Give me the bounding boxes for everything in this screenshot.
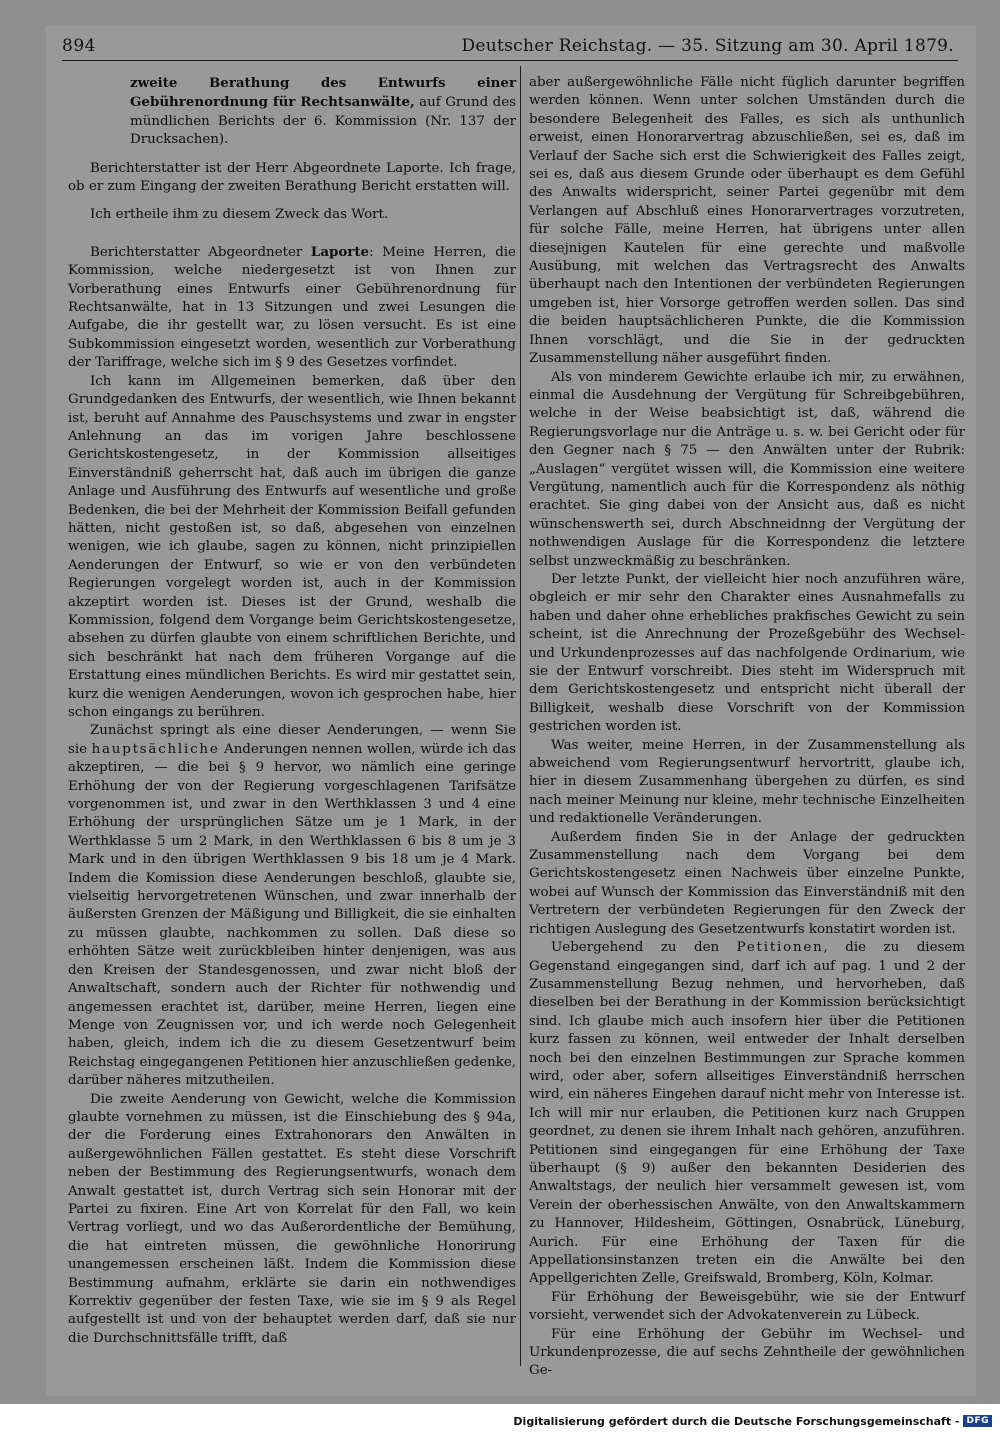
paragraph-text: : Meine Herren, die Kommission, welche niedergesetzt ist von Ihnen zur Vorberathung eines Entwurfs einer Gebührenordnung für Rechtsanwälte, hat in 13 Sitzungen und zwei Lesungen die Aufgabe, die ihr gestellt war, zu lösen versucht. Es ist eine Subkommission eingesetzt worden, wesentlich zur Vorberathung der Tariffrage, welche sich im § 9 des Gesetzes vorfindet. xyxy=(68,244,516,371)
speaker-paragraph xyxy=(68,243,516,373)
paragraph: Die zweite Aenderung von Gewicht, welche die Kommission glaubte vornehmen zu müssen, ist die Einschiebung des § 94a, der die Forderung eines Extrahonorars den Anwälten in außergewöhnlichen Fällen gestattet. Es steht diese Vorschrift neben der Bestimmung des Regierungsentwurfs, wonach dem Anwalt gestattet ist, durch Vertrag sich sein Honorar mit der Partei zu fixiren. Eine Art von Korrelat für den Fall, wo kein Vertrag vorliegt, und wo das Außerordentliche der Bemühung, die hat eintreten müssen, die gewöhnliche Honorirung unangemessen erscheinen läßt. Indem die Kommission diese Bestimmung aufnahm, erklärte sie darin ein nothwendiges Korrektiv gegenüber der festen Taxe, wie sie im § 9 als Regel aufgestellt ist und von der behauptet werden darf, daß sie nur die Durchschnittsfälle trifft, daß xyxy=(68,1091,516,1346)
paragraph-text: Uebergehend zu den xyxy=(551,940,737,956)
digitization-credit xyxy=(513,1412,992,1430)
column-divider xyxy=(520,66,521,1366)
dfg-logo: DFG xyxy=(963,1415,992,1427)
document-page xyxy=(46,26,976,1396)
paragraph: Ich kann im Allgemeinen bemerken, daß über den Grundgedanken des Entwurfs, der wesentlich, wie Ihnen bekannt ist, beruht auf Annahme des Pauschsystems und zwar in engster Anlehnung an das im vorigen Jahre beschlossene Gerichtskostengesetz, in der Kommission allseitiges Einverständniß geherrscht hat, daß auch im übrigen die ganze Anlage und Ausführung des Entwurfs auf wesentliche und große Bedenken, die bei der Mehrheit der Kommission Beifall gefunden hätten, nicht gestoßen ist, so daß, abgesehen von einzelnen wenigen, wie ich glaube, sagen zu können, nicht prinzipiellen Aenderungen der Entwurf, so wie er von den verbündeten Regierungen vorgelegt worden ist, auch in der Kommission akzeptirt worden ist. Dieses ist der Grund, weshalb die Kommission, folgend dem Vorgange beim Gerichtskostengesetze, absehen zu dürfen glaubte von einem schriftlichen Berichte, und sich beschränkt hat nach dem früheren Vorgange auf die Erstattung eines mündlichen Berichts. Es wird mir gestattet sein, kurz die wenigen Aenderungen, wovon ich gesprochen habe, hier schon eingangs zu berühren. xyxy=(68,373,516,720)
paragraph-text: Anderungen nennen wollen, würde ich das akzeptiren, — die bei § 9 hervor, wo nämlich eine geringe Erhöhung der von der Regierung vorgeschlagenen Tarifsätze vorgenommen ist, und zwar in den Werthklassen 3 und 4 eine Erhöhung der ursprünglichen Sätze um je 1 Mark, in der Werthklasse 5 um 2 Mark, in den Werthklassen 6 bis 8 um je 3 Mark und in den übrigen Werthklassen 9 bis 18 um je 4 Mark. Indem die Komission diese Aenderungen beschloß, glaubte sie, vielseitig hervorgetretenen Wünschen, und zwar innerhalb der äußersten Grenzen der Mäßigung und Billigkeit, die sie einhalten zu müssen glaubte, nachkommen zu sollen. Daß diese so erhöhten Sätze weit zurückbleiben hinter denjenigen, was aus den Kreisen der Standesgenossen, und zwar nicht bloß der Anwaltschaft, sondern auch der Richter für nothwendig und angemessen erachtet ist, darüber, meine Herren, liegen eine Menge von Zeugnissen vor, und ich werde noch Gelegenheit haben, gleich, indem ich die zu diesem Gesetzentwurf beim Reichstag eingegangenen Petitionen hier anzuschließen gedenke, darüber näheres mitzutheilen. xyxy=(68,741,516,1089)
paragraph: Als von minderem Gewichte erlaube ich mir, zu erwähnen, einmal die Ausdehnung der Vergütung für Schreibgebühren, welche in der Weise beabsichtigt ist, daß, während die Regierungsvorlage nur die Anträge u. s. w. bei Gericht oder für den Gegner nach § 75 — den Anwälten unter der Rubrik: „Auslagen“ vergütet wissen will, die Kommission eine weitere Vergütung, namentlich auch für die Korrespondenz als nöthig erachtet. Sie ging dabei von der Ansicht aus, daß es nicht wünschenswerth sei, durch Abschneidnng der Vergütung der nothwendigen Auslage für die Korrespondenz die letztere selbst unzweckmäßig zu beschränken. xyxy=(529,369,965,569)
paragraph: Was weiter, meine Herren, in der Zusammenstellung als abweichend vom Regierungsentwurf hervortritt, glaube ich, hier in diesem Zusammenhang übergehen zu dürfen, es sind nach meiner Meinung nur kleine, mehr technische Einzelheiten und redaktionelle Veränderungen. xyxy=(529,737,965,827)
credit-text: Digitalisierung gefördert durch die Deutsche Forschungsgemeinschaft - xyxy=(513,1414,960,1428)
agenda-item xyxy=(130,74,516,150)
page-number: 894 xyxy=(62,36,96,56)
paragraph: Außerdem finden Sie in der Anlage der gedruckten Zusammenstellung nach dem Vorgang bei dem Gerichtskostengesetz einen Nachweis über einzelne Punkte, wobei auf Wunsch der Kommission das Einverständniß mit den Vertretern der verbündeten Regierungen für den Zweck der richtigen Auslegung des Gesetzentwurfs konstatirt worden ist. xyxy=(529,829,965,937)
paragraph-text: , die zu diesem Gegenstand eingegangen sind, darf ich auf pag. 1 und 2 der Zusammenstellung Bezug nehmen, und hervorheben, daß dieselben bei der Berathung in der Kommission berücksichtigt sind. Ich glaube mich auch insofern hier über die Petitionen kurz fassen zu können, weil entweder der Inhalt derselben noch bei den einzelnen Bestimmungen zur Sprache kommen wird, oder aber, sofern allseitiges Einverständniß herrschen wird, ein näheres Eingehen darauf nicht mehr von Interesse ist. Ich will mir nur erlauben, die Petitionen kurz nach Gruppen geordnet, zu denen sie ihrem Inhalt nach gehören, anzuführen. Petitionen sind eingegangen für eine Erhöhung der Taxe überhaupt (§ 9) außer den bekannten Desiderien des Anwaltstags, der neulich hier versammelt gewesen ist, vom Verein der oberhessischen Anwälte, von den Anwaltskammern zu Hannover, Hildesheim, Göttingen, Osnabrück, Lüneburg, Aurich. Für eine Erhöhung der Taxen für die Appellationsinstanzen treten ein die Anwälte bei den Appellgerichten Zelle, Greifswald, Bromberg, Köln, Kolmar. xyxy=(529,940,965,1287)
paragraph-text: Zunächst springt als eine dieser Aenderungen, — wenn Sie sie xyxy=(68,723,516,757)
emphasis-text: hauptsächliche xyxy=(91,741,220,757)
paragraph: Berichterstatter ist der Herr Abgeordnete Laporte. Ich frage, ob er zum Eingang der zweiten Berathung Bericht erstatten will. xyxy=(68,160,516,195)
right-column xyxy=(529,74,965,1381)
running-title: Deutscher Reichstag. — 35. Sitzung am 30. April 1879. xyxy=(461,36,954,56)
paragraph: Für Erhöhung der Beweisgebühr, wie sie der Entwurf vorsieht, verwendet sich der Advokatenverein zu Lübeck. xyxy=(529,1289,965,1324)
paragraph xyxy=(529,939,965,1289)
paragraph: Ich ertheile ihm zu diesem Zweck das Wort. xyxy=(90,207,389,223)
paragraph: aber außergewöhnliche Fälle nicht füglich darunter begriffen werden können. Wenn unter solchen Umständen durch die besondere Belegenheit des Falles, es sich als unthunlich erweist, einen Honorarvertrag abzuschließen, sei es, daß im Verlauf der Sache sich erst die Schwierigkeit des Falles zeigt, sei es, daß aus diesem Grunde oder überhaupt es dem Gefühl des Anwalts widerspricht, seiner Partei gegenübr mit dem Verlangen auf Abschluß eines Honorarvertrages vorzutreten, für solche Fälle, meine Herren, hat übrigens unter allen diesejnigen Kautelen für eine gerechte und maßvolle Ausübung, mit welchen das Vertragsrecht des Anwalts überhaupt nach den Intentionen der verbündeten Regierungen umgeben ist, hier Vorsorge getroffen werden sollen. Das sind die beiden hauptsächlicheren Punkte, die die Kommission Ihnen vorschlägt, und die Sie in der gedruckten Zusammenstellung näher ausgeführt finden. xyxy=(529,75,965,367)
speaker-name: Laporte xyxy=(310,243,370,260)
running-header xyxy=(62,32,958,61)
paragraph xyxy=(68,722,516,1090)
paragraph: Für eine Erhöhung der Gebühr im Wechsel- und Urkundenprozesse, die auf sechs Zehntheile der gewöhnlichen Ge- xyxy=(529,1326,965,1379)
agenda-title: zweite Berathung des Entwurfs einer Gebührenordnung für Rechtsanwälte, xyxy=(130,75,516,111)
speaker-intro: Berichterstatter Abgeordneter xyxy=(90,244,311,260)
left-column xyxy=(68,74,516,1348)
agenda-text: auf Grund des mündlichen Berichts der 6. Kommission (Nr. 137 der Drucksachen). xyxy=(130,95,516,148)
emphasis-text: Petitionen xyxy=(736,940,824,956)
paragraph: Der letzte Punkt, der vielleicht hier noch anzuführen wäre, obgleich er mir sehr den Charakter eines Ausnahmefalls zu haben und daher ohne erhebliches prakfisches Gewicht zu sein scheint, ist die Anrechnung der Prozeßgebühr des Wechsel- und Urkundenprozesses auf das nachfolgende Ordinarium, wie sie der Entwurf vorschreibt. Dies steht im Widerspruch mit dem Gerichtskostengesetz und entspricht nicht überall der Billigkeit, weshalb diese Vorschrift von der Kommission gestrichen worden ist. xyxy=(529,571,965,735)
